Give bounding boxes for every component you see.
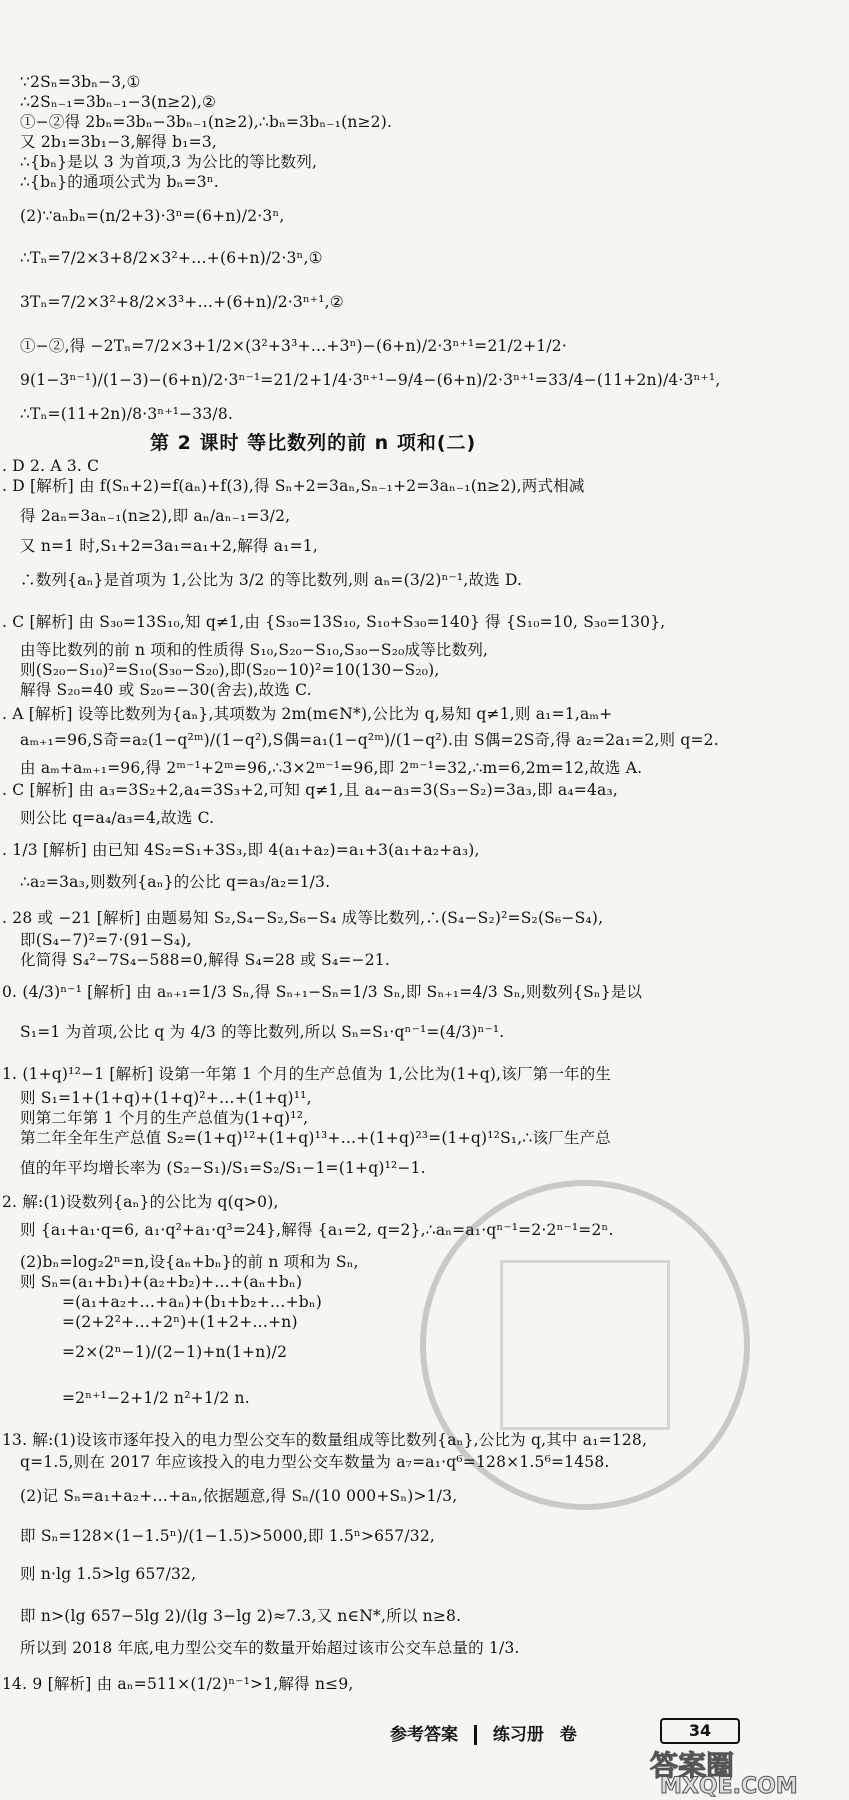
page-footer [390, 1720, 577, 1745]
text-line: 即 Sₙ=128×(1−1.5ⁿ)/(1−1.5)>5000,即 1.5ⁿ>657/32, [20, 1527, 436, 1545]
text-line: 则 n·lg 1.5>lg 657/32, [20, 1565, 197, 1583]
text-line: 9(1−3ⁿ⁻¹)/(1−3)−(6+n)/2·3ⁿ⁻¹=21/2+1/4·3ⁿ⁺¹−9/4−(6+n)/2·3ⁿ⁺¹=33/4−(11+2n)/4·3ⁿ⁺¹, [20, 371, 721, 389]
text-line: ∵2Sₙ=3bₙ−3,① [20, 73, 141, 91]
text-line: 所以到 2018 年底,电力型公交车的数量开始超过该市公交车总量的 1/3. [20, 1639, 520, 1657]
text-line: . A [解析] 设等比数列为{aₙ},其项数为 2m(m∈N*),公比为 q,易知 q≠1,则 a₁=1,aₘ+ [2, 705, 613, 723]
text-line: 14. 9 [解析] 由 aₙ=511×(1/2)ⁿ⁻¹>1,解得 n≤9, [2, 1675, 354, 1693]
text-line: q=1.5,则在 2017 年应该投入的电力型公交车数量为 a₇=a₁·q⁶=128×1.5⁶=1458. [20, 1453, 610, 1471]
text-line: ∴Tₙ=7/2×3+8/2×3²+…+(6+n)/2·3ⁿ,① [20, 249, 323, 267]
text-line: 得 2aₙ=3aₙ₋₁(n≥2),即 aₙ/aₙ₋₁=3/2, [20, 507, 291, 525]
text-line: (2)∵aₙbₙ=(n/2+3)·3ⁿ=(6+n)/2·3ⁿ, [20, 207, 285, 225]
text-line: ①−②得 2bₙ=3bₙ−3bₙ₋₁(n≥2),∴bₙ=3bₙ₋₁(n≥2). [20, 113, 393, 131]
text-line: ∴{bₙ}是以 3 为首项,3 为公比的等比数列, [20, 153, 318, 171]
text-line: 由等比数列的前 n 项和的性质得 S₁₀,S₂₀−S₁₀,S₃₀−S₂₀成等比数列, [20, 641, 489, 659]
section-heading: 第 2 课时 等比数列的前 n 项和(二) [150, 432, 477, 454]
text-line: (2)bₙ=log₂2ⁿ=n,设{aₙ+bₙ}的前 n 项和为 Sₙ, [20, 1253, 359, 1271]
text-line: . 28 或 −21 [解析] 由题易知 S₂,S₄−S₂,S₆−S₄ 成等比数列,∴(S₄−S₂)²=S₂(S₆−S₄), [2, 909, 604, 927]
seal-inner-mark [500, 1260, 670, 1430]
text-line: 解得 S₂₀=40 或 S₂₀=−30(舍去),故选 C. [20, 681, 312, 699]
text-line: . D 2. A 3. C [2, 457, 100, 475]
text-line: 则 Sₙ=(a₁+b₁)+(a₂+b₂)+…+(aₙ+bₙ) [20, 1273, 303, 1291]
text-line: ∴{bₙ}的通项公式为 bₙ=3ⁿ. [20, 173, 219, 191]
text-line: ∴Tₙ=(11+2n)/8·3ⁿ⁺¹−33/8. [20, 405, 234, 423]
text-line: 又 2b₁=3b₁−3,解得 b₁=3, [20, 133, 218, 151]
text-line: 化简得 S₄²−7S₄−588=0,解得 S₄=28 或 S₄=−21. [20, 951, 390, 969]
text-line: 1. (1+q)¹²−1 [解析] 设第一年第 1 个月的生产总值为 1,公比为(1+q),该厂第一年的生 [2, 1065, 612, 1083]
text-line: ①−②,得 −2Tₙ=7/2×3+1/2×(3²+3³+…+3ⁿ)−(6+n)/2·3ⁿ⁺¹=21/2+1/2· [20, 337, 567, 355]
watermark-top: 答案圈 [650, 1749, 735, 1782]
text-line: . C [解析] 由 S₃₀=13S₁₀,知 q≠1,由 {S₃₀=13S₁₀, S₁₀+S₃₀=140} 得 {S₁₀=10, S₃₀=130}, [2, 613, 666, 631]
text-line: . D [解析] 由 f(Sₙ+2)=f(aₙ)+f(3),得 Sₙ+2=3aₙ,Sₙ₋₁+2=3aₙ₋₁(n≥2),两式相减 [2, 477, 585, 495]
text-line: ∴数列{aₙ}是首项为 1,公比为 3/2 的等比数列,则 aₙ=(3/2)ⁿ⁻¹,故选 D. [20, 571, 523, 589]
text-line: 3Tₙ=7/2×3²+8/2×3³+…+(6+n)/2·3ⁿ⁺¹,② [20, 293, 344, 311]
footer-workbook-label: 练习册 [492, 1725, 544, 1745]
text-line: 则(S₂₀−S₁₀)²=S₁₀(S₃₀−S₂₀),即(S₂₀−10)²=10(130−S₂₀), [20, 661, 440, 679]
text-line: =(2+2²+…+2ⁿ)+(1+2+…+n) [62, 1313, 298, 1331]
text-line: 0. (4/3)ⁿ⁻¹ [解析] 由 aₙ₊₁=1/3 Sₙ,得 Sₙ₊₁−Sₙ=1/3 Sₙ,即 Sₙ₊₁=4/3 Sₙ,则数列{Sₙ}是以 [2, 983, 643, 1001]
text-line: aₘ₊₁=96,S奇=a₂(1−q²ᵐ)/(1−q²),S偶=a₁(1−q²ᵐ)/(1−q²).由 S偶=2S奇,得 a₂=2a₁=2,则 q=2. [20, 731, 719, 749]
text-line: 值的年平均增长率为 (S₂−S₁)/S₁=S₂/S₁−1=(1+q)¹²−1. [20, 1159, 426, 1177]
watermark-logo [650, 1748, 840, 1798]
footer-answers-label: 参考答案 [390, 1725, 458, 1745]
text-line: =(a₁+a₂+…+aₙ)+(b₁+b₂+…+bₙ) [62, 1293, 323, 1311]
text-line: 13. 解:(1)设该市逐年投入的电力型公交车的数量组成等比数列{aₙ},公比为 q,其中 a₁=128, [2, 1431, 648, 1449]
text-line: . 1/3 [解析] 由已知 4S₂=S₁+3S₃,即 4(a₁+a₂)=a₁+3(a₁+a₂+a₃), [2, 841, 480, 859]
text-line: 即 n>(lg 657−5lg 2)/(lg 3−lg 2)≈7.3,又 n∈N*,所以 n≥8. [20, 1607, 462, 1625]
text-line: 第二年全年生产总值 S₂=(1+q)¹²+(1+q)¹³+…+(1+q)²³=(1+q)¹²S₁,∴该厂生产总 [20, 1129, 611, 1147]
text-line: =2ⁿ⁺¹−2+1/2 n²+1/2 n. [62, 1389, 250, 1407]
text-line: 即(S₄−7)²=7·(91−S₄), [20, 931, 192, 949]
footer-separator [474, 1725, 477, 1745]
text-line: ∴2Sₙ₋₁=3bₙ₋₁−3(n≥2),② [20, 93, 217, 111]
footer-juan-label: 卷 [559, 1725, 577, 1745]
text-line: 则公比 q=a₄/a₃=4,故选 C. [20, 809, 215, 827]
text-line: S₁=1 为首项,公比 q 为 4/3 的等比数列,所以 Sₙ=S₁·qⁿ⁻¹=(4/3)ⁿ⁻¹. [20, 1023, 505, 1041]
text-line: =2×(2ⁿ−1)/(2−1)+n(1+n)/2 [62, 1343, 288, 1361]
text-line: (2)记 Sₙ=a₁+a₂+…+aₙ,依据题意,得 Sₙ/(10 000+Sₙ)>1/3, [20, 1487, 458, 1505]
text-line: 2. 解:(1)设数列{aₙ}的公比为 q(q>0), [2, 1193, 279, 1211]
text-line: ∴a₂=3a₃,则数列{aₙ}的公比 q=a₃/a₂=1/3. [20, 873, 331, 891]
text-line: 由 aₘ+aₘ₊₁=96,得 2ᵐ⁻¹+2ᵐ=96,∴3×2ᵐ⁻¹=96,即 2ᵐ⁻¹=32,∴m=6,2m=12,故选 A. [20, 759, 643, 777]
text-line: . C [解析] 由 a₃=3S₂+2,a₄=3S₃+2,可知 q≠1,且 a₄−a₃=3(S₃−S₂)=3a₃,即 a₄=4a₃, [2, 781, 618, 799]
text-line: 则 {a₁+a₁·q=6, a₁·q²+a₁·q³=24},解得 {a₁=2, q=2},∴aₙ=a₁·qⁿ⁻¹=2·2ⁿ⁻¹=2ⁿ. [20, 1221, 614, 1239]
text-line: 又 n=1 时,S₁+2=3a₁=a₁+2,解得 a₁=1, [20, 537, 318, 555]
text-line: 则第二年第 1 个月的生产总值为(1+q)¹², [20, 1109, 309, 1127]
page-number: 34 [660, 1718, 740, 1744]
text-line: 则 S₁=1+(1+q)+(1+q)²+…+(1+q)¹¹, [20, 1089, 312, 1107]
watermark-bottom: MXQE.COM [660, 1774, 798, 1799]
